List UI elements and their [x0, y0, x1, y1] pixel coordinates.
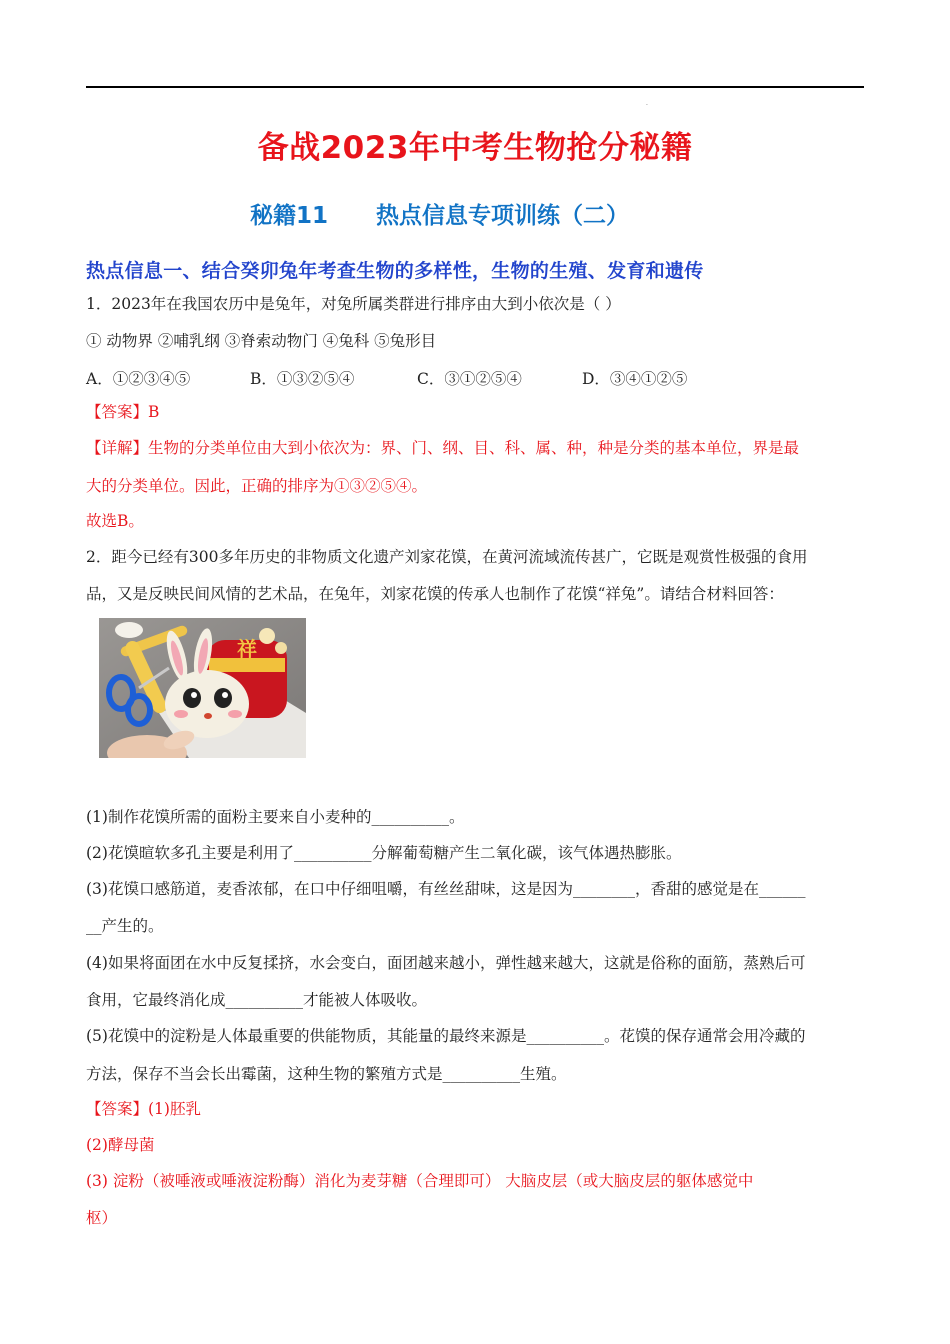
section-heading: 热点信息一、结合癸卯兔年考查生物的多样性，生物的生殖、发育和遗传	[86, 260, 704, 282]
q2-stem-line2: 品，又是反映民间风情的艺术品，在兔年，刘家花馍的传承人也制作了花馍“祥兔”。请结合材料回答：	[86, 585, 784, 603]
q2-sub5-line2: 方法，保存不当会长出霉菌，这种生物的繁殖方式是__________生殖。	[86, 1065, 567, 1083]
q1-answer: 【答案】B	[86, 403, 160, 421]
q2-sub2: (2)花馍暄软多孔主要是利用了__________分解葡萄糖产生二氧化碳，该气体遇热膨胀。	[86, 844, 682, 862]
q1-detail-line1: 【详解】生物的分类单位由大到小依次为：界、门、纲、目、科、属、种，种是分类的基本单位，界是最	[86, 439, 800, 457]
rabbit-bun-illustration	[99, 618, 306, 758]
q2-stem-line1: 2．距今已经有300多年历史的非物质文化遗产刘家花馍，在黄河流域流传甚广，它既是观赏性极强的食用	[86, 548, 808, 566]
q1-detail-line2: 大的分类单位。因此，正确的排序为①③②⑤④。	[86, 477, 428, 495]
q1-option-a: A．①②③④⑤	[86, 370, 191, 388]
header-rule	[86, 86, 864, 88]
rabbit-bun-photo	[99, 618, 306, 758]
q1-option-d: D．③④①②⑤	[582, 370, 688, 388]
q2-sub4-line1: (4)如果将面团在水中反复揉挤，水会变白，面团越来越小，弹性越来越大，这就是俗称的面筋，蒸熟后可	[86, 954, 806, 972]
q1-conclusion: 故选B。	[86, 512, 144, 530]
bun-character: 祥	[237, 637, 257, 661]
q2-answer-1: 【答案】(1)胚乳	[86, 1100, 201, 1118]
page-title: 备战2023年中考生物抢分秘籍	[257, 130, 693, 166]
q1-option-c: C．③①②⑤④	[417, 370, 522, 388]
q2-answer-3-line2: 枢）	[86, 1209, 118, 1227]
q1-items: ① 动物界 ②哺乳纲 ③脊索动物门 ④兔科 ⑤兔形目	[86, 332, 437, 350]
header-dot: .	[646, 100, 648, 107]
q2-sub1: (1)制作花馍所需的面粉主要来自小麦种的__________。	[86, 808, 465, 826]
q2-sub4-line2: 食用，它最终消化成__________才能被人体吸收。	[86, 991, 428, 1009]
q2-answer-2: (2)酵母菌	[86, 1136, 155, 1154]
q2-sub3-line1: (3)花馍口感筋道，麦香浓郁，在口中仔细咀嚼，有丝丝甜味，这是因为________，香甜的感觉是在______	[86, 880, 806, 898]
q1-stem: 1．2023年在我国农历中是兔年，对兔所属类群进行排序由大到小依次是（ ）	[86, 295, 621, 313]
q1-option-b: B．①③②⑤④	[250, 370, 355, 388]
page-subtitle: 秘籍11 热点信息专项训练（二）	[250, 203, 630, 229]
q2-sub3-line2: __产生的。	[86, 917, 164, 935]
q2-sub5-line1: (5)花馍中的淀粉是人体最重要的供能物质，其能量的最终来源是__________。花馍的保存通常会用冷藏的	[86, 1027, 806, 1045]
q2-answer-3-line1: (3) 淀粉（被唾液或唾液淀粉酶）消化为麦芽糖（合理即可） 大脑皮层（或大脑皮层的躯体感觉中	[86, 1172, 754, 1190]
